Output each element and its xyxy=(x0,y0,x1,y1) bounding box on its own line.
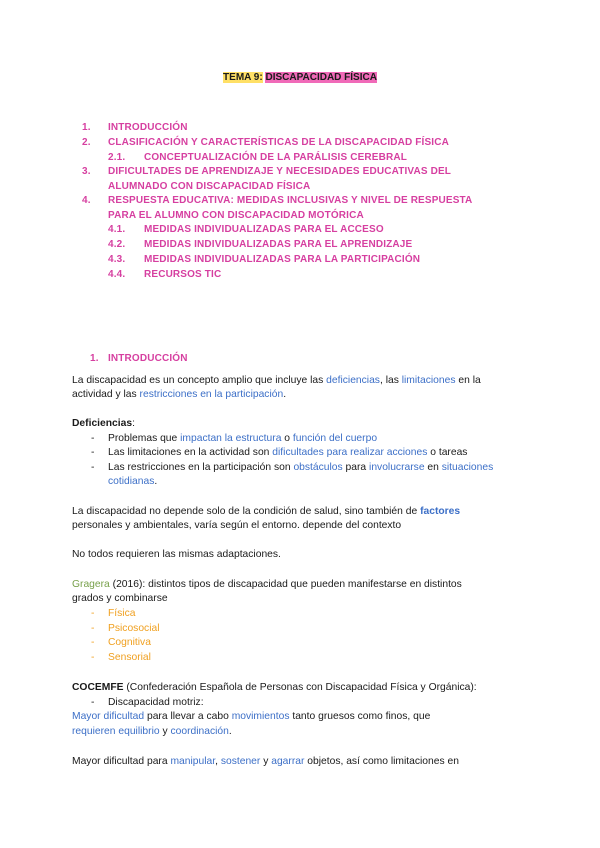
term-link: situaciones xyxy=(441,462,494,473)
term-link: agarrar xyxy=(271,756,305,767)
deficiencias-heading xyxy=(72,417,135,431)
paragraph-line xyxy=(72,592,168,606)
term-link: requieren equilibrio xyxy=(72,726,160,737)
toc-number: 4. xyxy=(82,195,91,206)
term-link: Mayor dificultad xyxy=(72,711,145,722)
term-link: involucrarse xyxy=(369,462,425,473)
bullet-dash-icon: - xyxy=(91,637,95,648)
author-name: Gragera xyxy=(72,579,110,590)
toc-label: DIFICULTADES DE APRENDIZAJE Y NECESIDADES EDUCATIVAS DEL xyxy=(108,166,452,177)
text: objetos, así como limitaciones en xyxy=(304,756,459,767)
list-item xyxy=(108,446,467,460)
text: Las restricciones en la participación son xyxy=(108,462,294,473)
text: personales y ambientales, varía según el entorno. depende del contexto xyxy=(72,520,402,531)
text: Mayor dificultad para xyxy=(72,756,171,767)
term-link: manipular xyxy=(170,756,216,767)
text: y xyxy=(260,756,272,767)
list-item: Psicosocial xyxy=(108,623,160,634)
bullet-dash-icon: - xyxy=(91,447,95,458)
text: . xyxy=(154,476,158,487)
section-heading-introduccion xyxy=(90,352,188,366)
text: en xyxy=(424,462,442,473)
list-item-continuation xyxy=(108,475,157,489)
term-link: función del cuerpo xyxy=(292,433,378,444)
text: para llevar a cabo xyxy=(144,711,232,722)
toc-item[interactable] xyxy=(82,194,472,208)
list-item xyxy=(108,432,377,446)
text: La discapacidad es un concepto amplio que incluye las xyxy=(72,375,327,386)
text: Problemas que xyxy=(108,433,181,444)
term-link: sostener xyxy=(220,756,261,767)
text: actividad y las xyxy=(72,389,140,400)
toc-label: CONCEPTUALIZACIÓN DE LA PARÁLISIS CEREBRAL xyxy=(144,152,407,163)
toc-item[interactable] xyxy=(108,151,407,165)
toc-item[interactable] xyxy=(108,253,420,267)
text: Las limitaciones en la actividad son xyxy=(108,447,273,458)
heading-text: Deficiencias xyxy=(72,418,133,429)
term-link: dificultades para realizar acciones xyxy=(272,447,428,458)
bullet-dash-icon: - xyxy=(91,623,95,634)
text: , las xyxy=(379,375,402,386)
toc-number: 4.4. xyxy=(108,269,126,280)
text: : xyxy=(132,418,135,429)
paragraph-line xyxy=(72,681,477,695)
term-link: obstáculos xyxy=(293,462,343,473)
term-link: movimientos xyxy=(231,711,290,722)
list-item: Cognitiva xyxy=(108,637,151,648)
list-item: Física xyxy=(108,608,136,619)
section-number: 1. xyxy=(90,353,99,364)
paragraph-line xyxy=(72,755,459,769)
toc-number: 4.1. xyxy=(108,224,126,235)
text: (2016): distintos tipos de discapacidad que pueden manifestarse en distintos xyxy=(109,579,462,590)
term-link: cotidianas xyxy=(108,476,155,487)
org-name: COCEMFE xyxy=(72,682,124,693)
toc-item[interactable] xyxy=(82,121,188,135)
toc-item[interactable] xyxy=(82,165,451,179)
toc-number: 2. xyxy=(82,137,91,148)
toc-item[interactable] xyxy=(108,223,384,237)
text: grados y combinarse xyxy=(72,593,168,604)
toc-label: PARA EL ALUMNO CON DISCAPACIDAD MOTÓRICA xyxy=(108,210,364,221)
paragraph-line xyxy=(72,519,401,533)
text: o xyxy=(281,433,293,444)
toc-item[interactable] xyxy=(82,209,364,223)
document-title xyxy=(0,71,600,85)
paragraph-line xyxy=(72,725,232,739)
toc-item[interactable] xyxy=(108,238,412,252)
text: No todos requieren las mismas adaptaciones. xyxy=(72,549,281,560)
title-prefix: TEMA 9: xyxy=(223,72,263,83)
toc-label: ALUMNADO CON DISCAPACIDAD FÍSICA xyxy=(108,181,311,192)
list-item xyxy=(108,461,493,475)
toc-item[interactable] xyxy=(82,180,310,194)
bullet-dash-icon: - xyxy=(91,608,95,619)
text: o tareas xyxy=(427,447,468,458)
text: , xyxy=(215,756,221,767)
toc-number: 3. xyxy=(82,166,91,177)
toc-label: MEDIDAS INDIVIDUALIZADAS PARA EL ACCESO xyxy=(144,224,384,235)
paragraph-line xyxy=(72,374,481,388)
bullet-dash-icon: - xyxy=(91,433,95,444)
text: La discapacidad no depende solo de la condición de salud, sino también de xyxy=(72,506,421,517)
text: y xyxy=(159,726,171,737)
bullet-dash-icon: - xyxy=(91,697,95,708)
paragraph-line xyxy=(72,505,460,519)
toc-label: MEDIDAS INDIVIDUALIZADAS PARA LA PARTICIPACIÓN xyxy=(144,254,421,265)
toc-label: CLASIFICACIÓN Y CARACTERÍSTICAS DE LA DISCAPACIDAD FÍSICA xyxy=(108,137,449,148)
term-link: limitaciones xyxy=(401,375,456,386)
toc-item[interactable] xyxy=(108,268,221,282)
title-main: DISCAPACIDAD FÍSICA xyxy=(265,72,377,83)
bullet-dash-icon: - xyxy=(91,652,95,663)
paragraph-line xyxy=(72,578,462,592)
paragraph-line xyxy=(72,710,430,724)
paragraph-line xyxy=(72,388,286,402)
term-link: impactan la estructura xyxy=(180,433,282,444)
list-item: Discapacidad motriz: xyxy=(108,697,204,708)
text: en la xyxy=(455,375,481,386)
term-link: deficiencias xyxy=(326,375,380,386)
text: . xyxy=(228,726,232,737)
bullet-dash-icon: - xyxy=(91,462,95,473)
paragraph-line xyxy=(72,548,281,562)
text: tanto gruesos como finos, que xyxy=(289,711,431,722)
list-item: Sensorial xyxy=(108,652,151,663)
toc-item[interactable] xyxy=(82,136,449,150)
toc-label: INTRODUCCIÓN xyxy=(108,122,188,133)
term-link: factores xyxy=(420,506,461,517)
text: . xyxy=(283,389,287,400)
toc-label: MEDIDAS INDIVIDUALIZADAS PARA EL APRENDIZAJE xyxy=(144,239,413,250)
toc-label: RECURSOS TIC xyxy=(144,269,222,280)
text: (Confederación Española de Personas con Discapacidad Física y Orgánica): xyxy=(123,682,477,693)
toc-number: 4.3. xyxy=(108,254,126,265)
toc-number: 2.1. xyxy=(108,152,126,163)
section-label: INTRODUCCIÓN xyxy=(108,353,188,364)
toc-label: RESPUESTA EDUCATIVA: MEDIDAS INCLUSIVAS Y NIVEL DE RESPUESTA xyxy=(108,195,473,206)
text: para xyxy=(342,462,370,473)
term-link: restricciones en la participación xyxy=(139,389,284,400)
toc-number: 1. xyxy=(82,122,91,133)
term-link: coordinación xyxy=(170,726,229,737)
toc-number: 4.2. xyxy=(108,239,126,250)
